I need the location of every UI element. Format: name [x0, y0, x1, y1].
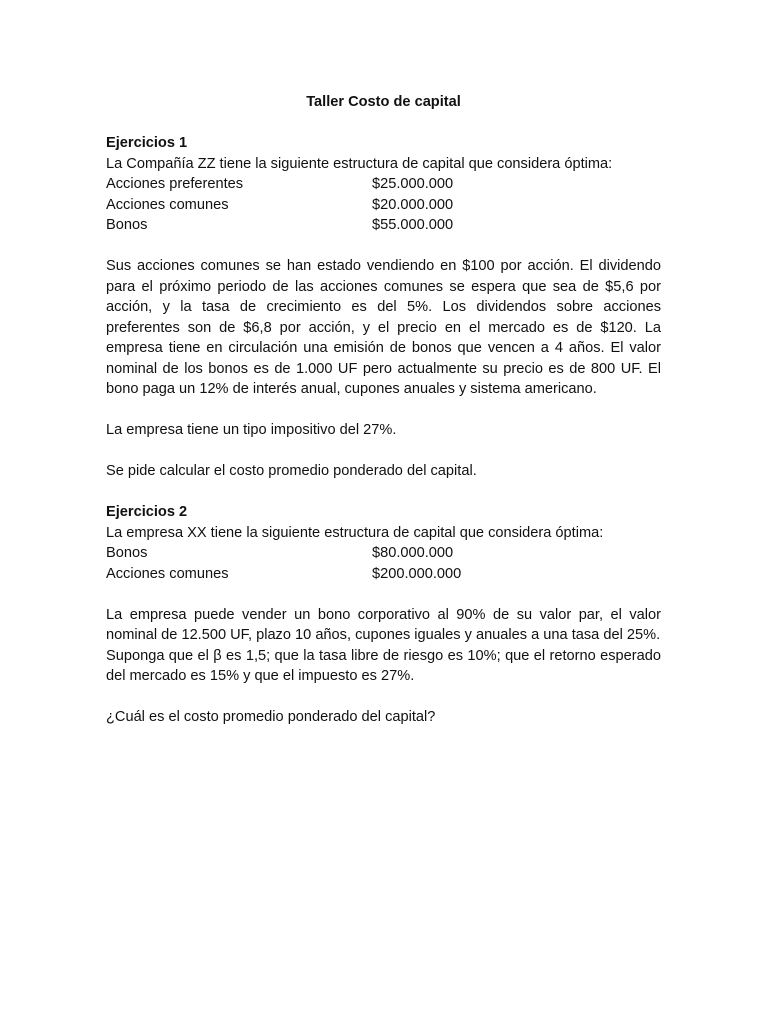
- exercise-1: [106, 133, 661, 502]
- exercise-1-intro: La Compañía ZZ tiene la siguiente estructura de capital que considera óptima:: [106, 155, 613, 172]
- exercise-1-tax-paragraph: La empresa tiene un tipo impositivo del 27%.: [106, 422, 397, 438]
- capital-row-label: Bonos: [106, 217, 148, 233]
- exercise-1-paragraph: Sus acciones comunes se han estado vendiendo en $100 por acción. El dividendo para el próximo periodo de las acciones comunes se espera que sea de $5,6 por acción, y la tasa de crecimiento es del 5%. Los dividendos sobre acciones preferentes son de $6,8 por acción, y el precio en el mercado es de $120. La empresa tiene en circulación una emisión de bonos que vencen a 4 años. El valor nominal de los bonos es de 1.000 UF pero actualmente su precio es de 800 UF. El bono paga un 12% de interés anual, cupones anuales y sistema americano.: [106, 258, 661, 397]
- capital-row: [106, 564, 661, 585]
- exercise-2-heading: Ejercicios 2: [106, 504, 188, 520]
- capital-row-amount: $55.000.000: [372, 217, 454, 233]
- exercise-2-bond-paragraph: La empresa puede vender un bono corporativo al 90% de su valor par, el valor nominal de 12.500 UF, plazo 10 años, cupones iguales y anuales a una tasa del 25%.: [106, 606, 661, 643]
- capital-row-amount: $25.000.000: [372, 176, 454, 192]
- capital-row-label: Acciones preferentes: [106, 176, 244, 192]
- capital-row-amount: $80.000.000: [372, 545, 454, 561]
- document-title: Taller Costo de capital: [306, 94, 461, 110]
- capital-row-label: Bonos: [106, 545, 148, 561]
- exercise-2-assumptions-paragraph: Suponga que el β es 1,5; que la tasa libre de riesgo es 10%; que el retorno esperado del mercado es 15% y que el impuesto es 27%.: [106, 647, 661, 684]
- exercise-2: [106, 502, 661, 728]
- capital-row-label: Acciones comunes: [106, 565, 229, 582]
- exercise-2-question: ¿Cuál es el costo promedio ponderado del capital?: [106, 709, 436, 725]
- capital-row: [106, 195, 661, 216]
- capital-row-amount: $20.000.000: [372, 196, 454, 213]
- exercise-1-task: Se pide calcular el costo promedio ponderado del capital.: [106, 463, 477, 479]
- exercise-1-heading: Ejercicios 1: [106, 135, 188, 151]
- capital-row: [106, 174, 661, 195]
- capital-row-label: Acciones comunes: [106, 196, 229, 213]
- capital-row-amount: $200.000.000: [372, 565, 462, 582]
- capital-row: [106, 215, 661, 236]
- document-body: [106, 92, 661, 728]
- capital-row: [106, 543, 661, 564]
- exercise-2-intro: La empresa XX tiene la siguiente estructura de capital que considera óptima:: [106, 524, 604, 541]
